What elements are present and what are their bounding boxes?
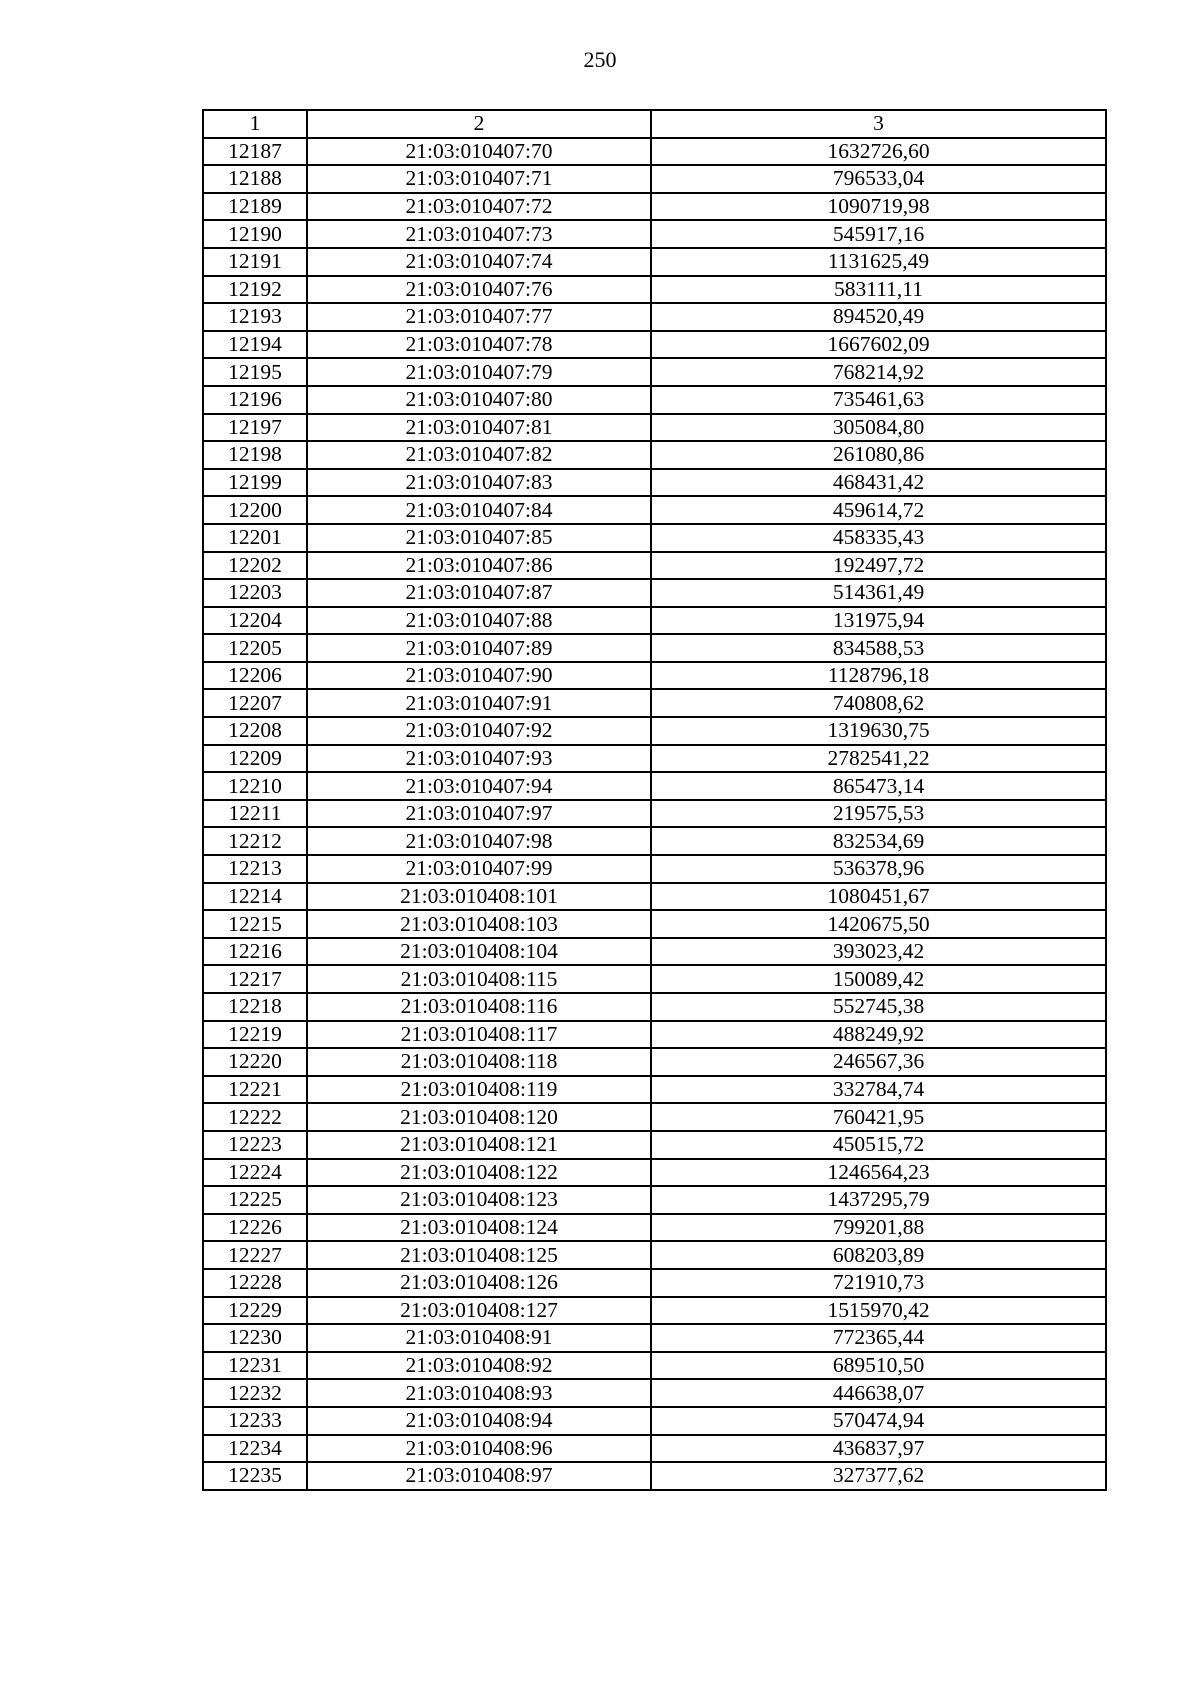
- cadastral-value-cell: 1632726,60: [651, 138, 1106, 166]
- row-number-cell: 12214: [203, 883, 307, 911]
- cadastral-value-cell: 1319630,75: [651, 717, 1106, 745]
- cadastral-value-cell: 740808,62: [651, 689, 1106, 717]
- cadastral-value-cell: 1246564,23: [651, 1159, 1106, 1187]
- table-row: [203, 827, 1106, 855]
- table-header-row: [203, 110, 1106, 138]
- row-number-cell: 12212: [203, 827, 307, 855]
- cadastral-value-cell: 192497,72: [651, 552, 1106, 580]
- table-row: [203, 1131, 1106, 1159]
- row-number-cell: 12230: [203, 1324, 307, 1352]
- cadastral-value-cell: 894520,49: [651, 303, 1106, 331]
- cadastral-value-cell: 327377,62: [651, 1462, 1106, 1490]
- cadastral-number-cell: 21:03:010407:88: [307, 607, 651, 635]
- table-row: [203, 193, 1106, 221]
- column-header-value: 3: [651, 110, 1106, 138]
- cadastral-value-cell: 721910,73: [651, 1269, 1106, 1297]
- row-number-cell: 12205: [203, 634, 307, 662]
- cadastral-value-cell: 735461,63: [651, 386, 1106, 414]
- table-row: [203, 993, 1106, 1021]
- row-number-cell: 12235: [203, 1462, 307, 1490]
- cadastral-number-cell: 21:03:010408:120: [307, 1103, 651, 1131]
- cadastral-number-cell: 21:03:010408:101: [307, 883, 651, 911]
- cadastral-value-cell: 246567,36: [651, 1048, 1106, 1076]
- row-number-cell: 12204: [203, 607, 307, 635]
- table-row: [203, 910, 1106, 938]
- cadastral-number-cell: 21:03:010408:126: [307, 1269, 651, 1297]
- cadastral-number-cell: 21:03:010407:99: [307, 855, 651, 883]
- row-number-cell: 12201: [203, 524, 307, 552]
- row-number-cell: 12193: [203, 303, 307, 331]
- cadastral-number-cell: 21:03:010407:80: [307, 386, 651, 414]
- row-number-cell: 12234: [203, 1435, 307, 1463]
- row-number-cell: 12226: [203, 1214, 307, 1242]
- table-row: [203, 717, 1106, 745]
- cadastral-value-cell: 689510,50: [651, 1352, 1106, 1380]
- cadastral-value-cell: 552745,38: [651, 993, 1106, 1021]
- row-number-cell: 12196: [203, 386, 307, 414]
- cadastral-number-cell: 21:03:010408:103: [307, 910, 651, 938]
- cadastral-number-cell: 21:03:010408:117: [307, 1021, 651, 1049]
- table-row: [203, 165, 1106, 193]
- table-row: [203, 1462, 1106, 1490]
- row-number-cell: 12209: [203, 745, 307, 773]
- cadastral-number-cell: 21:03:010407:98: [307, 827, 651, 855]
- cadastral-value-cell: 1090719,98: [651, 193, 1106, 221]
- table-row: [203, 855, 1106, 883]
- cadastral-number-cell: 21:03:010408:121: [307, 1131, 651, 1159]
- row-number-cell: 12189: [203, 193, 307, 221]
- cadastral-number-cell: 21:03:010408:104: [307, 938, 651, 966]
- row-number-cell: 12229: [203, 1297, 307, 1325]
- cadastral-number-cell: 21:03:010407:72: [307, 193, 651, 221]
- table-row: [203, 662, 1106, 690]
- cadastral-value-cell: 768214,92: [651, 358, 1106, 386]
- cadastral-number-cell: 21:03:010407:91: [307, 689, 651, 717]
- row-number-cell: 12228: [203, 1269, 307, 1297]
- table-row: [203, 745, 1106, 773]
- row-number-cell: 12213: [203, 855, 307, 883]
- cadastral-number-cell: 21:03:010407:85: [307, 524, 651, 552]
- cadastral-value-cell: 832534,69: [651, 827, 1106, 855]
- cadastral-value-cell: 1437295,79: [651, 1186, 1106, 1214]
- cadastral-value-cell: 332784,74: [651, 1076, 1106, 1104]
- cadastral-number-cell: 21:03:010407:78: [307, 331, 651, 359]
- row-number-cell: 12207: [203, 689, 307, 717]
- table-row: [203, 1241, 1106, 1269]
- row-number-cell: 12210: [203, 772, 307, 800]
- table-row: [203, 772, 1106, 800]
- row-number-cell: 12227: [203, 1241, 307, 1269]
- table-row: [203, 552, 1106, 580]
- table-body: [203, 138, 1106, 1490]
- table-row: [203, 1297, 1106, 1325]
- cadastral-value-cell: 131975,94: [651, 607, 1106, 635]
- cadastral-number-cell: 21:03:010407:93: [307, 745, 651, 773]
- row-number-cell: 12198: [203, 441, 307, 469]
- row-number-cell: 12191: [203, 248, 307, 276]
- row-number-cell: 12222: [203, 1103, 307, 1131]
- row-number-cell: 12199: [203, 469, 307, 497]
- row-number-cell: 12200: [203, 496, 307, 524]
- table-row: [203, 414, 1106, 442]
- cadastral-number-cell: 21:03:010407:90: [307, 662, 651, 690]
- cadastral-number-cell: 21:03:010407:71: [307, 165, 651, 193]
- row-number-cell: 12216: [203, 938, 307, 966]
- cadastral-number-cell: 21:03:010407:87: [307, 579, 651, 607]
- table-row: [203, 496, 1106, 524]
- cadastral-value-cell: 261080,86: [651, 441, 1106, 469]
- cadastral-value-cell: 608203,89: [651, 1241, 1106, 1269]
- cadastral-value-cell: 799201,88: [651, 1214, 1106, 1242]
- row-number-cell: 12195: [203, 358, 307, 386]
- cadastral-value-cell: 760421,95: [651, 1103, 1106, 1131]
- row-number-cell: 12188: [203, 165, 307, 193]
- table-row: [203, 1269, 1106, 1297]
- cadastral-value-cell: 865473,14: [651, 772, 1106, 800]
- cadastral-value-cell: 536378,96: [651, 855, 1106, 883]
- row-number-cell: 12187: [203, 138, 307, 166]
- table-row: [203, 248, 1106, 276]
- cadastral-number-cell: 21:03:010407:89: [307, 634, 651, 662]
- table-row: [203, 1324, 1106, 1352]
- cadastral-number-cell: 21:03:010408:124: [307, 1214, 651, 1242]
- cadastral-number-cell: 21:03:010407:82: [307, 441, 651, 469]
- cadastral-number-cell: 21:03:010407:76: [307, 276, 651, 304]
- cadastral-value-cell: 1080451,67: [651, 883, 1106, 911]
- cadastral-number-cell: 21:03:010408:127: [307, 1297, 651, 1325]
- table-row: [203, 607, 1106, 635]
- table-row: [203, 800, 1106, 828]
- cadastral-value-cell: 1667602,09: [651, 331, 1106, 359]
- cadastral-value-cell: 583111,11: [651, 276, 1106, 304]
- cadastral-value-cell: 834588,53: [651, 634, 1106, 662]
- table-row: [203, 1021, 1106, 1049]
- cadastral-value-cell: 2782541,22: [651, 745, 1106, 773]
- table-row: [203, 1103, 1106, 1131]
- cadastral-number-cell: 21:03:010408:119: [307, 1076, 651, 1104]
- table-row: [203, 689, 1106, 717]
- row-number-cell: 12211: [203, 800, 307, 828]
- table-row: [203, 965, 1106, 993]
- cadastral-value-cell: 459614,72: [651, 496, 1106, 524]
- cadastral-number-cell: 21:03:010408:91: [307, 1324, 651, 1352]
- table-row: [203, 1048, 1106, 1076]
- table-row: [203, 1159, 1106, 1187]
- cadastral-value-cell: 570474,94: [651, 1407, 1106, 1435]
- cadastral-number-cell: 21:03:010408:96: [307, 1435, 651, 1463]
- table-row: [203, 386, 1106, 414]
- table-row: [203, 1352, 1106, 1380]
- table-row: [203, 1379, 1106, 1407]
- cadastral-number-cell: 21:03:010408:125: [307, 1241, 651, 1269]
- cadastral-number-cell: 21:03:010408:92: [307, 1352, 651, 1380]
- table-row: [203, 938, 1106, 966]
- page-number: 250: [583, 47, 617, 72]
- cadastral-value-cell: 446638,07: [651, 1379, 1106, 1407]
- row-number-cell: 12202: [203, 552, 307, 580]
- cadastral-value-cell: 796533,04: [651, 165, 1106, 193]
- cadastral-value-cell: 1131625,49: [651, 248, 1106, 276]
- cadastral-value-cell: 305084,80: [651, 414, 1106, 442]
- cadastral-value-cell: 772365,44: [651, 1324, 1106, 1352]
- cadastral-value-cell: 393023,42: [651, 938, 1106, 966]
- row-number-cell: 12203: [203, 579, 307, 607]
- cadastral-number-cell: 21:03:010408:93: [307, 1379, 651, 1407]
- row-number-cell: 12218: [203, 993, 307, 1021]
- table-row: [203, 358, 1106, 386]
- row-number-cell: 12224: [203, 1159, 307, 1187]
- row-number-cell: 12217: [203, 965, 307, 993]
- cadastral-number-cell: 21:03:010408:122: [307, 1159, 651, 1187]
- cadastral-value-cell: 1515970,42: [651, 1297, 1106, 1325]
- cadastral-number-cell: 21:03:010407:92: [307, 717, 651, 745]
- row-number-cell: 12223: [203, 1131, 307, 1159]
- cadastral-value-cell: 450515,72: [651, 1131, 1106, 1159]
- cadastral-value-table: [202, 109, 1107, 1491]
- row-number-cell: 12225: [203, 1186, 307, 1214]
- row-number-cell: 12190: [203, 220, 307, 248]
- cadastral-number-cell: 21:03:010407:83: [307, 469, 651, 497]
- cadastral-number-cell: 21:03:010407:97: [307, 800, 651, 828]
- table-row: [203, 524, 1106, 552]
- table-header: [203, 110, 1106, 138]
- cadastral-number-cell: 21:03:010408:123: [307, 1186, 651, 1214]
- table-row: [203, 1186, 1106, 1214]
- table-row: [203, 276, 1106, 304]
- cadastral-number-cell: 21:03:010407:86: [307, 552, 651, 580]
- cadastral-number-cell: 21:03:010407:70: [307, 138, 651, 166]
- column-header-number: 1: [203, 110, 307, 138]
- cadastral-number-cell: 21:03:010407:81: [307, 414, 651, 442]
- row-number-cell: 12219: [203, 1021, 307, 1049]
- cadastral-value-cell: 1128796,18: [651, 662, 1106, 690]
- cadastral-number-cell: 21:03:010408:94: [307, 1407, 651, 1435]
- cadastral-value-cell: 1420675,50: [651, 910, 1106, 938]
- cadastral-number-cell: 21:03:010408:116: [307, 993, 651, 1021]
- row-number-cell: 12233: [203, 1407, 307, 1435]
- table-row: [203, 303, 1106, 331]
- row-number-cell: 12208: [203, 717, 307, 745]
- table-row: [203, 1214, 1106, 1242]
- table-row: [203, 634, 1106, 662]
- table-row: [203, 1076, 1106, 1104]
- cadastral-number-cell: 21:03:010408:118: [307, 1048, 651, 1076]
- row-number-cell: 12221: [203, 1076, 307, 1104]
- table-row: [203, 579, 1106, 607]
- column-header-cadastral-id: 2: [307, 110, 651, 138]
- cadastral-value-cell: 468431,42: [651, 469, 1106, 497]
- table-row: [203, 220, 1106, 248]
- cadastral-value-cell: 436837,97: [651, 1435, 1106, 1463]
- cadastral-number-cell: 21:03:010407:79: [307, 358, 651, 386]
- row-number-cell: 12194: [203, 331, 307, 359]
- cadastral-value-cell: 488249,92: [651, 1021, 1106, 1049]
- row-number-cell: 12197: [203, 414, 307, 442]
- row-number-cell: 12192: [203, 276, 307, 304]
- cadastral-value-cell: 545917,16: [651, 220, 1106, 248]
- cadastral-value-cell: 150089,42: [651, 965, 1106, 993]
- cadastral-number-cell: 21:03:010407:74: [307, 248, 651, 276]
- row-number-cell: 12220: [203, 1048, 307, 1076]
- table-row: [203, 1435, 1106, 1463]
- cadastral-number-cell: 21:03:010407:94: [307, 772, 651, 800]
- row-number-cell: 12206: [203, 662, 307, 690]
- row-number-cell: 12231: [203, 1352, 307, 1380]
- table-row: [203, 441, 1106, 469]
- table-row: [203, 1407, 1106, 1435]
- cadastral-value-cell: 514361,49: [651, 579, 1106, 607]
- cadastral-value-cell: 219575,53: [651, 800, 1106, 828]
- table-row: [203, 138, 1106, 166]
- row-number-cell: 12232: [203, 1379, 307, 1407]
- table-row: [203, 883, 1106, 911]
- cadastral-value-cell: 458335,43: [651, 524, 1106, 552]
- table-row: [203, 331, 1106, 359]
- cadastral-number-cell: 21:03:010407:77: [307, 303, 651, 331]
- cadastral-number-cell: 21:03:010408:115: [307, 965, 651, 993]
- cadastral-number-cell: 21:03:010408:97: [307, 1462, 651, 1490]
- cadastral-number-cell: 21:03:010407:73: [307, 220, 651, 248]
- row-number-cell: 12215: [203, 910, 307, 938]
- cadastral-number-cell: 21:03:010407:84: [307, 496, 651, 524]
- table-row: [203, 469, 1106, 497]
